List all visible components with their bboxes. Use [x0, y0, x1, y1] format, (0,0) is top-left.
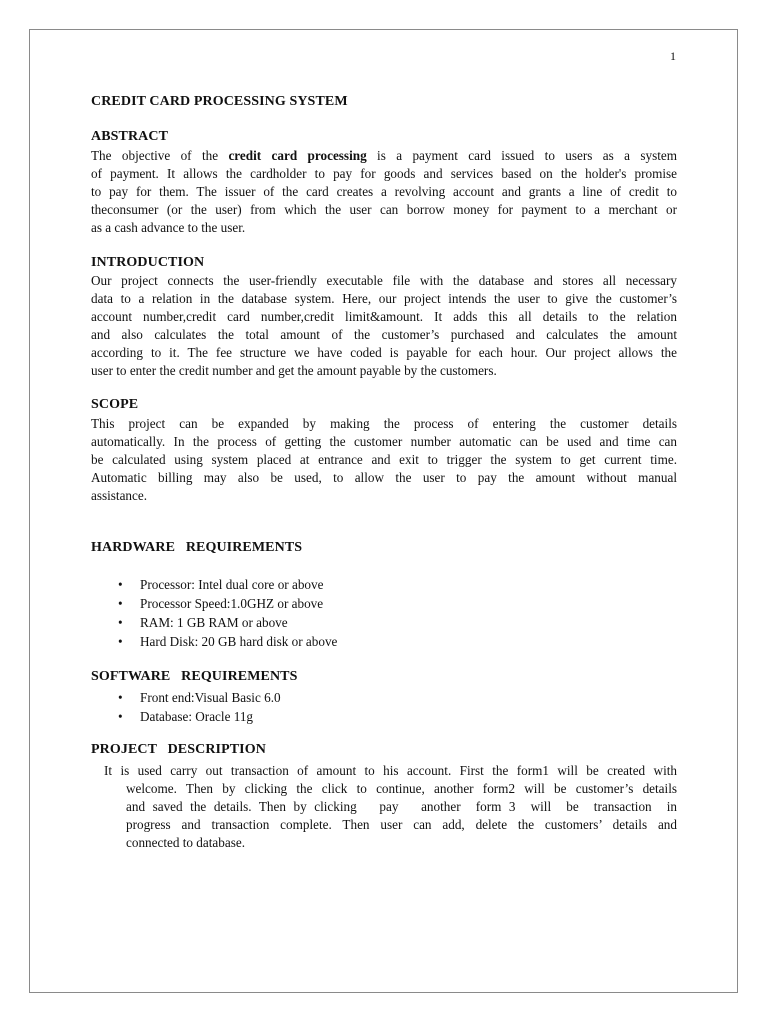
scope-line: This project can be expanded by making the process of entering the customer details: [91, 416, 677, 431]
abstract-line: theconsumer (or the user) from which the user can borrow money for payment to a merchant or: [91, 201, 677, 217]
software-list: [118, 688, 281, 726]
project-description-line: welcome. Then by clicking the click to continue, another form2 will be customer’s details: [126, 781, 677, 796]
abstract-heading: ABSTRACT: [91, 129, 169, 144]
hardware-list: [118, 575, 337, 651]
project-description-heading: PROJECT DESCRIPTION: [91, 742, 266, 757]
introduction-line: account number,credit card number,credit limit&amount. It adds this all details to the relation: [91, 308, 677, 324]
abstract-line: of payment. It allows the cardholder to pay for goods and services based on the holder's promise: [91, 165, 677, 181]
hardware-heading: HARDWARE REQUIREMENTS: [91, 540, 303, 555]
bullet-icon: •: [118, 615, 123, 630]
project-description-line: progress and transaction complete. Then user can add, delete the customers’ details and: [126, 816, 677, 832]
introduction-line: according to it. The fee structure we have coded is payable for each hour. Our project allows the: [91, 344, 677, 360]
introduction-line: user to enter the credit number and get the amount payable by the customers.: [91, 362, 497, 378]
scope-line: automatically. In the process of getting the customer number automatic can be used and time can: [91, 433, 677, 449]
scope-heading: SCOPE: [91, 397, 139, 412]
project-description-first-line: It is used carry out transaction of amount to his account. First the form1 will be created with: [104, 763, 677, 778]
bullet-icon: •: [118, 690, 123, 705]
abstract-line: as a cash advance to the user.: [91, 219, 246, 235]
project-description-paragraph: [126, 780, 677, 852]
scope-line: Automatic billing may also be used, to allow the user to pay the amount without manual: [91, 469, 677, 485]
bullet-icon: •: [118, 577, 123, 592]
list-item: • RAM: 1 GB RAM or above: [118, 615, 288, 630]
list-item: • Front end:Visual Basic 6.0: [118, 690, 281, 705]
abstract-line: The objective of the credit card processing is a payment card issued to users as a system: [91, 148, 678, 163]
introduction-line: and also calculates the total amount of the customer’s purchased and calculates the amount: [91, 326, 677, 342]
introduction-heading: INTRODUCTION: [91, 255, 205, 270]
project-description-line: and saved the details. Then by clicking pay another form 3 will be transaction in: [126, 798, 677, 814]
document-title: CREDIT CARD PROCESSING SYSTEM: [91, 94, 348, 109]
page-number: 1: [670, 49, 676, 63]
abstract-paragraph: [91, 147, 677, 237]
software-heading: SOFTWARE REQUIREMENTS: [91, 669, 298, 684]
abstract-line: to pay for them. The issuer of the card creates a revolving account and grants a line of credit to: [91, 183, 677, 199]
list-item: • Hard Disk: 20 GB hard disk or above: [118, 634, 338, 649]
bullet-icon: •: [118, 634, 123, 649]
list-item: • Processor Speed:1.0GHZ or above: [118, 596, 324, 611]
scope-line: assistance.: [91, 487, 148, 503]
introduction-line: data to a relation in the database system. Here, our project intends the user to give the customer’s: [91, 290, 677, 306]
scope-line: be calculated using system placed at entrance and exit to trigger the system to get current time.: [91, 451, 677, 467]
project-description-line: connected to database.: [126, 834, 245, 850]
introduction-paragraph: [91, 272, 677, 379]
bullet-icon: •: [118, 709, 123, 724]
introduction-line: Our project connects the user-friendly executable file with the database and stores all necessary: [91, 273, 677, 288]
list-item: • Database: Oracle 11g: [118, 709, 254, 724]
scope-paragraph: [91, 415, 677, 505]
bullet-icon: •: [118, 596, 123, 611]
list-item: • Processor: Intel dual core or above: [118, 577, 324, 592]
